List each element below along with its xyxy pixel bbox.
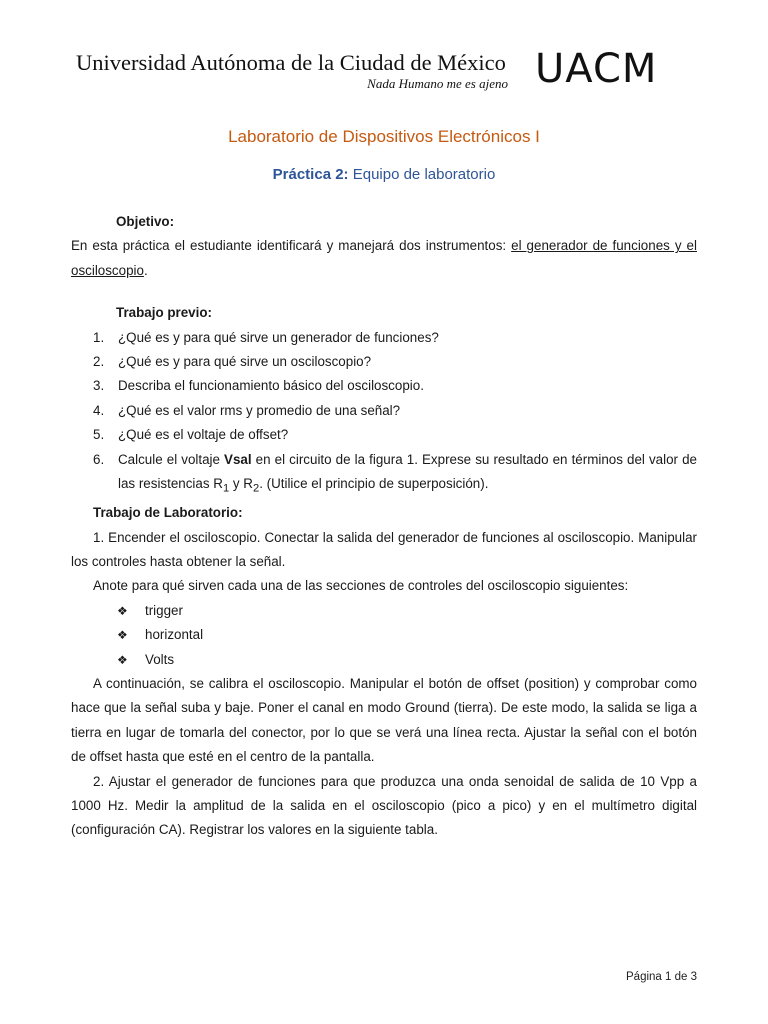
lab-step-2: 2. Ajustar el generador de funciones para que produzca una onda senoidal de salida de 10 Vpp a 1000 Hz. Medir la amplitud de la salida en el osciloscopio (pico a pico) y en el multímetro digital (configuración CA). Registrar los valores en la siguiente tabla. [71, 773, 697, 838]
objective-text [71, 234, 697, 283]
objective-heading: Objetivo: [116, 214, 175, 229]
diamond-bullet-icon: ❖ [117, 603, 128, 618]
lab-work-heading: Trabajo de Laboratorio: [93, 505, 243, 521]
diamond-bullet-icon: ❖ [117, 628, 128, 643]
objective-instruments: el generador de funciones y el osciloscopio [71, 238, 697, 278]
previous-work-list [71, 326, 697, 502]
uacm-logo: UACM [535, 46, 658, 92]
list-item: 1. ¿Qué es y para qué sirve un generador de funciones? [93, 329, 439, 345]
university-name: Universidad Autónoma de la Ciudad de México [76, 50, 506, 75]
list-item: ❖ Volts [117, 648, 697, 672]
document-header [76, 46, 676, 100]
list-item: 2. ¿Qué es y para qué sirve un osciloscopio? [93, 354, 372, 370]
diamond-bullet-icon: ❖ [117, 652, 128, 667]
previous-work-heading: Trabajo previo: [116, 305, 212, 321]
lab-step-1: 1. Encender el osciloscopio. Conectar la salida del generador de funciones al osciloscopio. Manipular los controles hasta obtener la señal. [71, 529, 697, 569]
objective-text-start: En esta práctica el estudiante identificará y manejará dos instrumentos: [71, 238, 512, 254]
page-number: Página 1 de 3 [626, 971, 697, 983]
calibration-paragraph: A continuación, se calibra el osciloscopio. Manipular el botón de offset (position) y comprobar como hace que la señal suba y baje. Poner el canal en modo Ground (tierra). De este modo, la salida se liga a tierra en lugar de tomarla del conector, por lo que se verá una línea recta. Ajustar la señal con el botón de offset hasta que esté en el centro de la pantalla. [71, 675, 697, 765]
vsal-term: Vsal [224, 451, 252, 467]
practice-name: Equipo de laboratorio [352, 166, 496, 183]
document-body [71, 210, 697, 843]
objective-text-end: . [143, 262, 148, 278]
list-item: 5. ¿Qué es el voltaje de offset? [93, 427, 289, 443]
lab-title: Laboratorio de Dispositivos Electrónicos I [228, 127, 540, 146]
university-motto: Nada Humano me es ajeno [367, 76, 508, 91]
practice-title [0, 166, 768, 183]
list-item: ❖ trigger [117, 599, 697, 623]
controls-list [71, 599, 697, 672]
practice-label: Práctica 2: [272, 166, 349, 183]
list-item: 6. Calcule el voltaje Vsal en el circuito de la figura 1. Exprese su resultado en términos del valor de las resistencias $R_1$ y $R_2$. (Utilice el principio de superposición). [93, 451, 697, 495]
list-item: 4. ¿Qué es el valor rms y promedio de una señal? [93, 402, 401, 418]
list-item: ❖ horizontal [117, 623, 697, 647]
controls-instruction: Anote para qué sirven cada una de las secciones de controles del osciloscopio siguientes: [93, 578, 629, 594]
list-item: 3. Describa el funcionamiento básico del osciloscopio. [93, 378, 424, 394]
